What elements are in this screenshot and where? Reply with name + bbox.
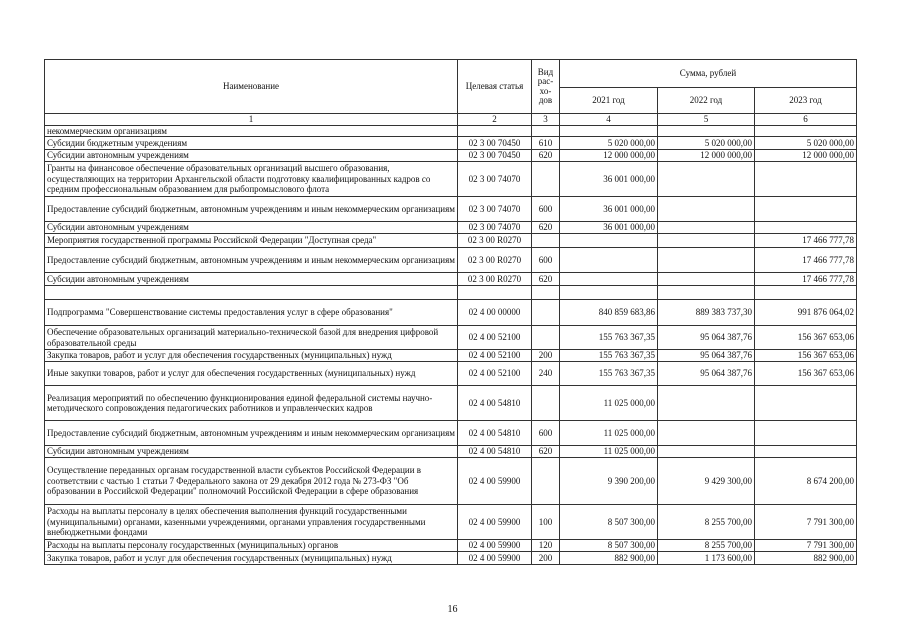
page-number: 16: [447, 604, 458, 615]
row-sum-2022-cell: 8 255 700,00: [658, 540, 755, 552]
header-code: Целевая статья: [458, 60, 532, 114]
row-sum-2023-cell: 17 466 777,78: [755, 248, 857, 273]
row-vid-cell: [532, 125, 560, 137]
row-code-cell: 02 4 00 54810: [458, 446, 532, 458]
row-name-cell: Субсидии автономным учреждениям: [45, 273, 458, 286]
row-sum-2021-cell: 11 025 000,00: [560, 386, 658, 421]
table-body: [45, 125, 857, 565]
row-code-cell: 02 3 00 R0270: [458, 248, 532, 273]
row-sum-2022-cell: [658, 234, 755, 248]
table-row: [45, 197, 857, 222]
row-sum-2021-cell: 36 001 000,00: [560, 197, 658, 222]
header-sum: Сумма, рублей: [560, 60, 857, 88]
row-sum-2021-cell: 36 001 000,00: [560, 222, 658, 234]
header-vid-line: хо-: [539, 85, 552, 96]
row-sum-2022-cell: 95 064 387,76: [658, 326, 755, 350]
row-sum-2022-cell: 9 429 300,00: [658, 458, 755, 505]
row-name-cell: Предоставление субсидий бюджетным, автономным учреждениям и иным некоммерческим организациям: [45, 197, 458, 222]
row-sum-2023-cell: 156 367 653,06: [755, 362, 857, 386]
row-code-cell: 02 4 00 59900: [458, 458, 532, 505]
header-vid-line: Вид: [537, 66, 554, 77]
column-index: 5: [658, 114, 755, 126]
row-sum-2021-cell: [560, 248, 658, 273]
row-code-cell: 02 4 00 52100: [458, 326, 532, 350]
column-index: 4: [560, 114, 658, 126]
row-code-cell: 02 4 00 59900: [458, 505, 532, 540]
row-vid-cell: [532, 234, 560, 248]
row-vid-cell: 100: [532, 505, 560, 540]
row-sum-2023-cell: 12 000 000,00: [755, 150, 857, 162]
row-name-cell: Обеспечение образовательных организаций материально-технической базой для внедрения цифровой образовательной среды: [45, 326, 458, 350]
row-vid-cell: 200: [532, 552, 560, 565]
row-vid-cell: [532, 162, 560, 197]
row-vid-cell: 620: [532, 273, 560, 286]
table-row: [45, 286, 857, 300]
row-sum-2023-cell: 7 791 300,00: [755, 505, 857, 540]
row-sum-2021-cell: 882 900,00: [560, 552, 658, 565]
row-sum-2021-cell: 36 001 000,00: [560, 162, 658, 197]
row-sum-2022-cell: [658, 197, 755, 222]
row-sum-2022-cell: [658, 162, 755, 197]
table-row: [45, 273, 857, 286]
row-sum-2021-cell: [560, 273, 658, 286]
header-year-2021: 2021 год: [560, 88, 658, 114]
row-code-cell: 02 3 00 70450: [458, 137, 532, 150]
row-sum-2021-cell: 840 859 683,86: [560, 300, 658, 326]
row-name-cell: Закупка товаров, работ и услуг для обеспечения государственных (муниципальных) нужд: [45, 552, 458, 565]
row-sum-2021-cell: 11 025 000,00: [560, 446, 658, 458]
table-row: [45, 137, 857, 150]
row-sum-2022-cell: [658, 248, 755, 273]
row-sum-2021-cell: 155 763 367,35: [560, 350, 658, 362]
row-sum-2023-cell: 7 791 300,00: [755, 540, 857, 552]
row-sum-2021-cell: 12 000 000,00: [560, 150, 658, 162]
row-code-cell: 02 3 00 74070: [458, 222, 532, 234]
row-sum-2021-cell: 155 763 367,35: [560, 362, 658, 386]
row-sum-2021-cell: [560, 286, 658, 300]
table-row: [45, 350, 857, 362]
row-sum-2022-cell: 12 000 000,00: [658, 150, 755, 162]
row-code-cell: 02 4 00 52100: [458, 350, 532, 362]
row-sum-2022-cell: 95 064 387,76: [658, 362, 755, 386]
row-sum-2022-cell: 889 383 737,30: [658, 300, 755, 326]
row-sum-2023-cell: 8 674 200,00: [755, 458, 857, 505]
row-sum-2023-cell: [755, 222, 857, 234]
row-sum-2023-cell: [755, 286, 857, 300]
row-name-cell: [45, 286, 458, 300]
row-code-cell: 02 4 00 00000: [458, 300, 532, 326]
row-sum-2023-cell: 17 466 777,78: [755, 234, 857, 248]
table-row: [45, 421, 857, 446]
column-index: 2: [458, 114, 532, 126]
row-sum-2021-cell: 8 507 300,00: [560, 540, 658, 552]
row-vid-cell: 620: [532, 150, 560, 162]
row-vid-cell: 200: [532, 350, 560, 362]
row-vid-cell: 600: [532, 248, 560, 273]
row-vid-cell: [532, 286, 560, 300]
row-code-cell: [458, 125, 532, 137]
row-name-cell: Субсидии автономным учреждениям: [45, 446, 458, 458]
row-name-cell: Субсидии бюджетным учреждениям: [45, 137, 458, 150]
column-index: 1: [45, 114, 458, 126]
header-vid-line: рас-: [537, 76, 554, 86]
row-sum-2022-cell: [658, 273, 755, 286]
row-vid-cell: 120: [532, 540, 560, 552]
row-vid-cell: [532, 458, 560, 505]
row-sum-2023-cell: 156 367 653,06: [755, 350, 857, 362]
table-row: [45, 540, 857, 552]
row-name-cell: Субсидии автономным учреждениям: [45, 150, 458, 162]
row-sum-2021-cell: [560, 125, 658, 137]
table-row: [45, 505, 857, 540]
header-year-2023: 2023 год: [755, 88, 857, 114]
row-sum-2022-cell: [658, 421, 755, 446]
row-name-cell: Расходы на выплаты персоналу в целях обеспечения выполнения функций государственными (муниципальными) органами, казенными учреждениями, органами управления государственными внебюджетными фондами: [45, 505, 458, 540]
row-sum-2023-cell: [755, 386, 857, 421]
row-vid-cell: 620: [532, 446, 560, 458]
row-sum-2021-cell: 8 507 300,00: [560, 505, 658, 540]
table-row: [45, 234, 857, 248]
row-vid-cell: 600: [532, 197, 560, 222]
row-sum-2022-cell: 95 064 387,76: [658, 350, 755, 362]
row-name-cell: Предоставление субсидий бюджетным, автономным учреждениям и иным некоммерческим организациям: [45, 421, 458, 446]
row-code-cell: 02 3 00 R0270: [458, 234, 532, 248]
row-sum-2021-cell: 11 025 000,00: [560, 421, 658, 446]
row-vid-cell: [532, 386, 560, 421]
row-code-cell: 02 3 00 74070: [458, 162, 532, 197]
table-row: [45, 162, 857, 197]
table-row: [45, 326, 857, 350]
row-sum-2022-cell: 5 020 000,00: [658, 137, 755, 150]
row-name-cell: Субсидии автономным учреждениям: [45, 222, 458, 234]
row-sum-2021-cell: 155 763 367,35: [560, 326, 658, 350]
row-name-cell: Мероприятия государственной программы Российской Федерации "Доступная среда": [45, 234, 458, 248]
row-vid-cell: 600: [532, 421, 560, 446]
row-sum-2023-cell: [755, 162, 857, 197]
table-row: [45, 300, 857, 326]
table-row: [45, 552, 857, 565]
table-row: [45, 386, 857, 421]
row-sum-2022-cell: [658, 386, 755, 421]
row-code-cell: 02 4 00 54810: [458, 386, 532, 421]
row-sum-2022-cell: [658, 222, 755, 234]
row-vid-cell: 620: [532, 222, 560, 234]
table-row: [45, 362, 857, 386]
row-code-cell: 02 3 00 70450: [458, 150, 532, 162]
row-code-cell: 02 4 00 52100: [458, 362, 532, 386]
row-name-cell: Реализация мероприятий по обеспечению функционирования единой федеральной системы научно-методического сопровождения педагогических работников и управленческих кадров: [45, 386, 458, 421]
column-index: 3: [532, 114, 560, 126]
row-sum-2023-cell: 882 900,00: [755, 552, 857, 565]
row-sum-2022-cell: [658, 125, 755, 137]
row-name-cell: Расходы на выплаты персоналу государственных (муниципальных) органов: [45, 540, 458, 552]
row-sum-2021-cell: 9 390 200,00: [560, 458, 658, 505]
row-sum-2021-cell: 5 020 000,00: [560, 137, 658, 150]
row-sum-2022-cell: 8 255 700,00: [658, 505, 755, 540]
row-code-cell: 02 4 00 54810: [458, 421, 532, 446]
row-code-cell: 02 3 00 R0270: [458, 273, 532, 286]
header-year-2022: 2022 год: [658, 88, 755, 114]
row-name-cell: Иные закупки товаров, работ и услуг для обеспечения государственных (муниципальных) нужд: [45, 362, 458, 386]
row-sum-2023-cell: 5 020 000,00: [755, 137, 857, 150]
row-code-cell: 02 3 00 74070: [458, 197, 532, 222]
table-row: [45, 150, 857, 162]
table-row: [45, 125, 857, 137]
row-sum-2022-cell: [658, 446, 755, 458]
row-sum-2023-cell: 991 876 064,02: [755, 300, 857, 326]
row-name-cell: Предоставление субсидий бюджетным, автономным учреждениям и иным некоммерческим организациям: [45, 248, 458, 273]
row-code-cell: [458, 286, 532, 300]
table-row: [45, 446, 857, 458]
row-name-cell: Подпрограмма "Совершенствование системы предоставления услуг в сфере образования": [45, 300, 458, 326]
row-vid-cell: 610: [532, 137, 560, 150]
row-vid-cell: [532, 300, 560, 326]
column-index: 6: [755, 114, 857, 126]
row-sum-2023-cell: [755, 446, 857, 458]
header-vid-line: дов: [538, 95, 553, 105]
row-name-cell: Осуществление переданных органам государственной власти субъектов Российской Федерации в соответствии с частью 1 статьи 7 Федерального закона от 29 декабря 2012 года № 273-ФЗ "Об образовании в Российской Федерации" полномочий Российской Федерации в сфере образования: [45, 458, 458, 505]
row-sum-2022-cell: 1 173 600,00: [658, 552, 755, 565]
table-row: [45, 248, 857, 273]
row-name-cell: Гранты на финансовое обеспечение образовательных организаций высшего образования, осуществляющих на территории Архангельской области подготовку квалифицированных кадров со средним профессиональным образованием для рыбопромыслового флота: [45, 162, 458, 197]
row-sum-2023-cell: [755, 421, 857, 446]
table-row: [45, 222, 857, 234]
row-sum-2023-cell: 17 466 777,78: [755, 273, 857, 286]
row-sum-2023-cell: 156 367 653,06: [755, 326, 857, 350]
row-sum-2023-cell: [755, 197, 857, 222]
row-code-cell: 02 4 00 59900: [458, 552, 532, 565]
row-code-cell: 02 4 00 59900: [458, 540, 532, 552]
row-name-cell: Закупка товаров, работ и услуг для обеспечения государственных (муниципальных) нужд: [45, 350, 458, 362]
row-sum-2022-cell: [658, 286, 755, 300]
row-sum-2023-cell: [755, 125, 857, 137]
table-row: [45, 458, 857, 505]
header-vid: [532, 60, 560, 114]
row-vid-cell: [532, 326, 560, 350]
row-name-cell: некоммерческим организациям: [45, 125, 458, 137]
row-sum-2021-cell: [560, 234, 658, 248]
budget-table: [44, 59, 857, 565]
header-name: Наименование: [45, 60, 458, 114]
row-vid-cell: 240: [532, 362, 560, 386]
